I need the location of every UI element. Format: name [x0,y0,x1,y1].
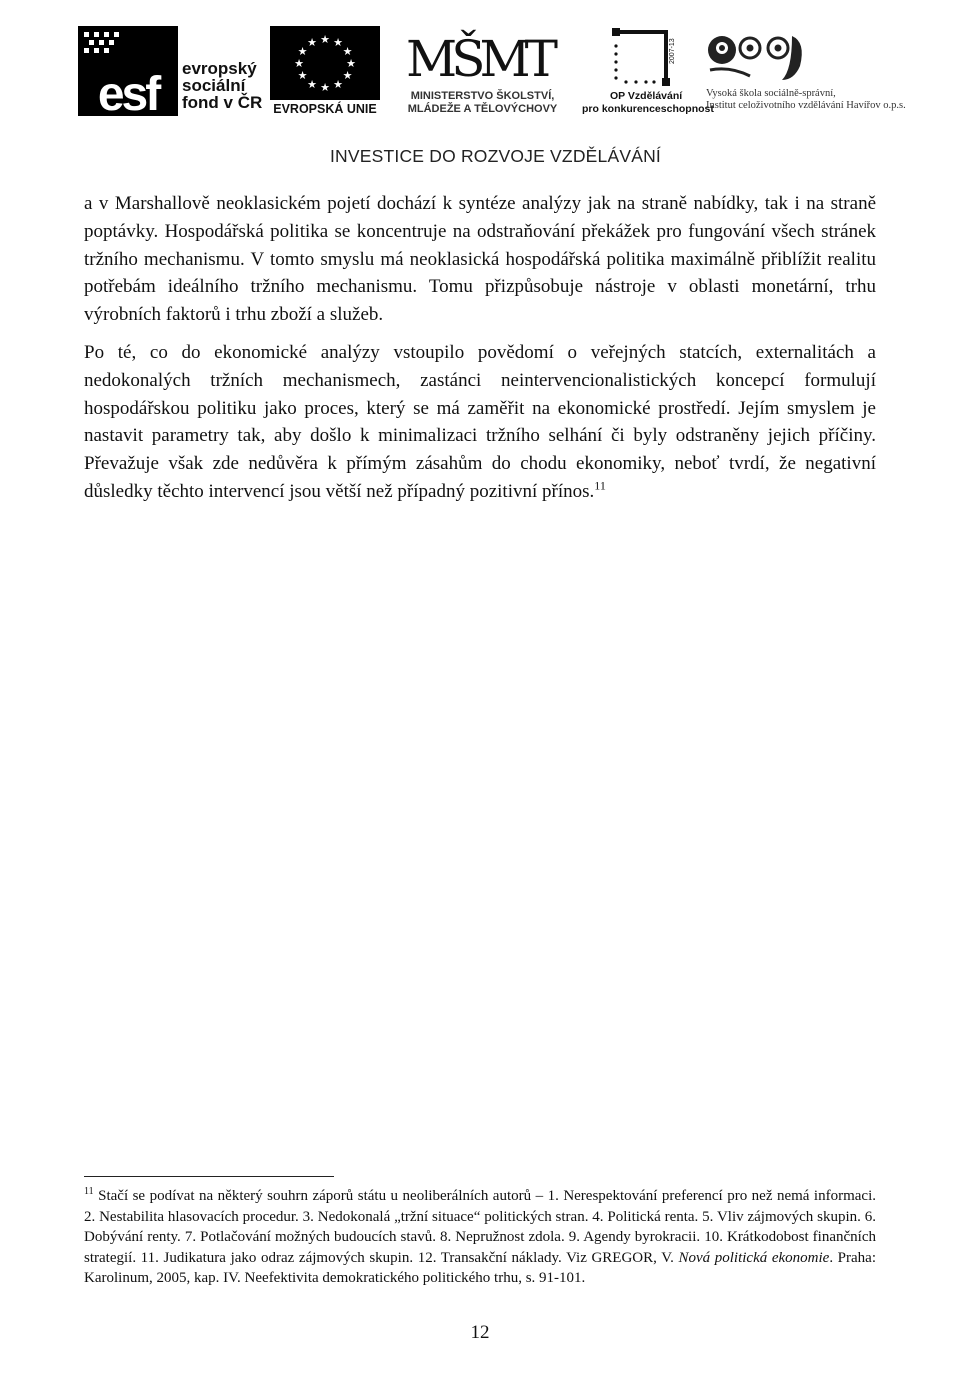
esf-logo-mark [78,26,178,121]
footnote-marker: 11 [84,1186,94,1197]
msmt-logo [385,24,580,120]
footnote [84,1186,876,1289]
op-line: pro konkurenceschopnost [582,103,714,115]
esf-line: fond v ČR [182,93,263,112]
header-motto: INVESTICE DO ROZVOJE VZDĚLÁVÁNÍ [330,146,661,166]
footnote-text: Stačí se podívat na některý souhrn záporů státu u neoliberálních autorů – 1. Nerespektování preferencí pro než nemá informaci. 2. Nestabilita hlasovacích procedur. 3. Nedokonalá „tržní situace“ politických stran. 4. Politická renta. 5. Vliv zájmových skupin. 6. Dobývání renty. 7. Potlačování možných budoucích stavů. 8. Nepružnost zdola. 9. Agendy byrokracii. 10. Krátkodobost finančních strategií. 11. Judikatura jako odraz zájmových skupin. 12. Transakční náklady. Viz GREGOR, V. [84,1188,876,1266]
msmt-logo-text [385,90,580,116]
esf-line: sociální [182,76,246,95]
op-vzdelavani-logo [582,24,714,120]
paragraph-text: a v Marshallově neoklasickém pojetí dochází k syntéze analýzy jak na straně nabídky, tak i na straně poptávky. Hospodářská politika se koncentruje na odstraňování překážek pro fungování všech stránek tržního mechanismu. V tomto smyslu má neoklasická hospodářská politika maximálně přiblížit realitu potřebám ideálního tržního mechanismu. Tomu přizpůsobuje nástroje v oblasti monetární, trhu výrobních faktorů i trhu zboží a služeb. [84,193,876,326]
esf-line: evropský [182,59,257,78]
svg-text:★: ★ [297,69,308,82]
eu-logo [270,26,380,118]
owl-icon [706,30,816,82]
vsss-line: Institut celoživotního vzdělávání Havířov o.p.s. [706,100,906,111]
op-logo-mark [608,24,678,86]
svg-text:★: ★ [307,78,317,91]
op-logo-text [582,90,714,116]
svg-text:★: ★ [297,45,308,58]
svg-text:★: ★ [307,36,317,49]
footnote-text: . Praha: Karolinum, 2005, kap. IV. Neefektivita demokratického politického trhu, s. 91-101. [84,1249,877,1286]
paragraph-text: Po té, co do ekonomické analýzy vstoupilo povědomí o veřejných statcích, externalitách a nedokonalých tržních mechanismech, zastánci neintervencionalistických koncepcí formulují hospodářskou politiku jako proces, který se má zaměřit na ekonomické prostředí. Jejím smyslem je nastavit parametry tak, aby došlo k minimalizaci tržního selhání či byly odstraněny jejich příčiny. Převažuje však zde nedůvěra k přímým zásahům do chodu ekonomiky, neboť tvrdí, že negativní důsledky těchto intervencí jsou větší než případný pozitivní přínos. [84,342,876,502]
msmt-logo-mark [406,24,552,88]
eu-flag-icon [270,26,380,100]
footnote-cited-title: Nová politická ekonomie [678,1249,830,1266]
svg-text:★: ★ [320,33,330,46]
vsss-line: Vysoká škola sociálně-správní, [706,88,836,99]
svg-text:★: ★ [342,45,353,58]
msmt-line: MLÁDEŽE A TĚLOVÝCHOVY [407,103,558,115]
footnote-separator [84,1176,334,1177]
vsss-logo [706,30,916,114]
esf-logo [78,26,264,121]
svg-text:★: ★ [333,78,343,91]
op-year: 2007-13 [669,38,676,64]
svg-text:★: ★ [342,69,353,82]
paragraph [84,190,876,329]
msmt-line: MINISTERSTVO ŠKOLSTVÍ, [410,90,555,102]
svg-text:★: ★ [294,57,304,70]
eu-logo-label: EVROPSKÁ UNIE [273,102,377,116]
page-number: 12 [470,1322,490,1343]
paragraph [84,339,876,506]
svg-text:★: ★ [346,57,356,70]
svg-text:★: ★ [333,36,343,49]
vsss-logo-text [706,88,906,112]
footnote-reference[interactable]: 11 [594,478,606,493]
esf-logo-text [182,60,262,111]
esf-mark-text: esf [97,68,159,121]
msmt-mark-text: MŠMT [406,30,552,88]
svg-text:★: ★ [320,81,330,94]
op-line: OP Vzdělávání [610,90,683,102]
